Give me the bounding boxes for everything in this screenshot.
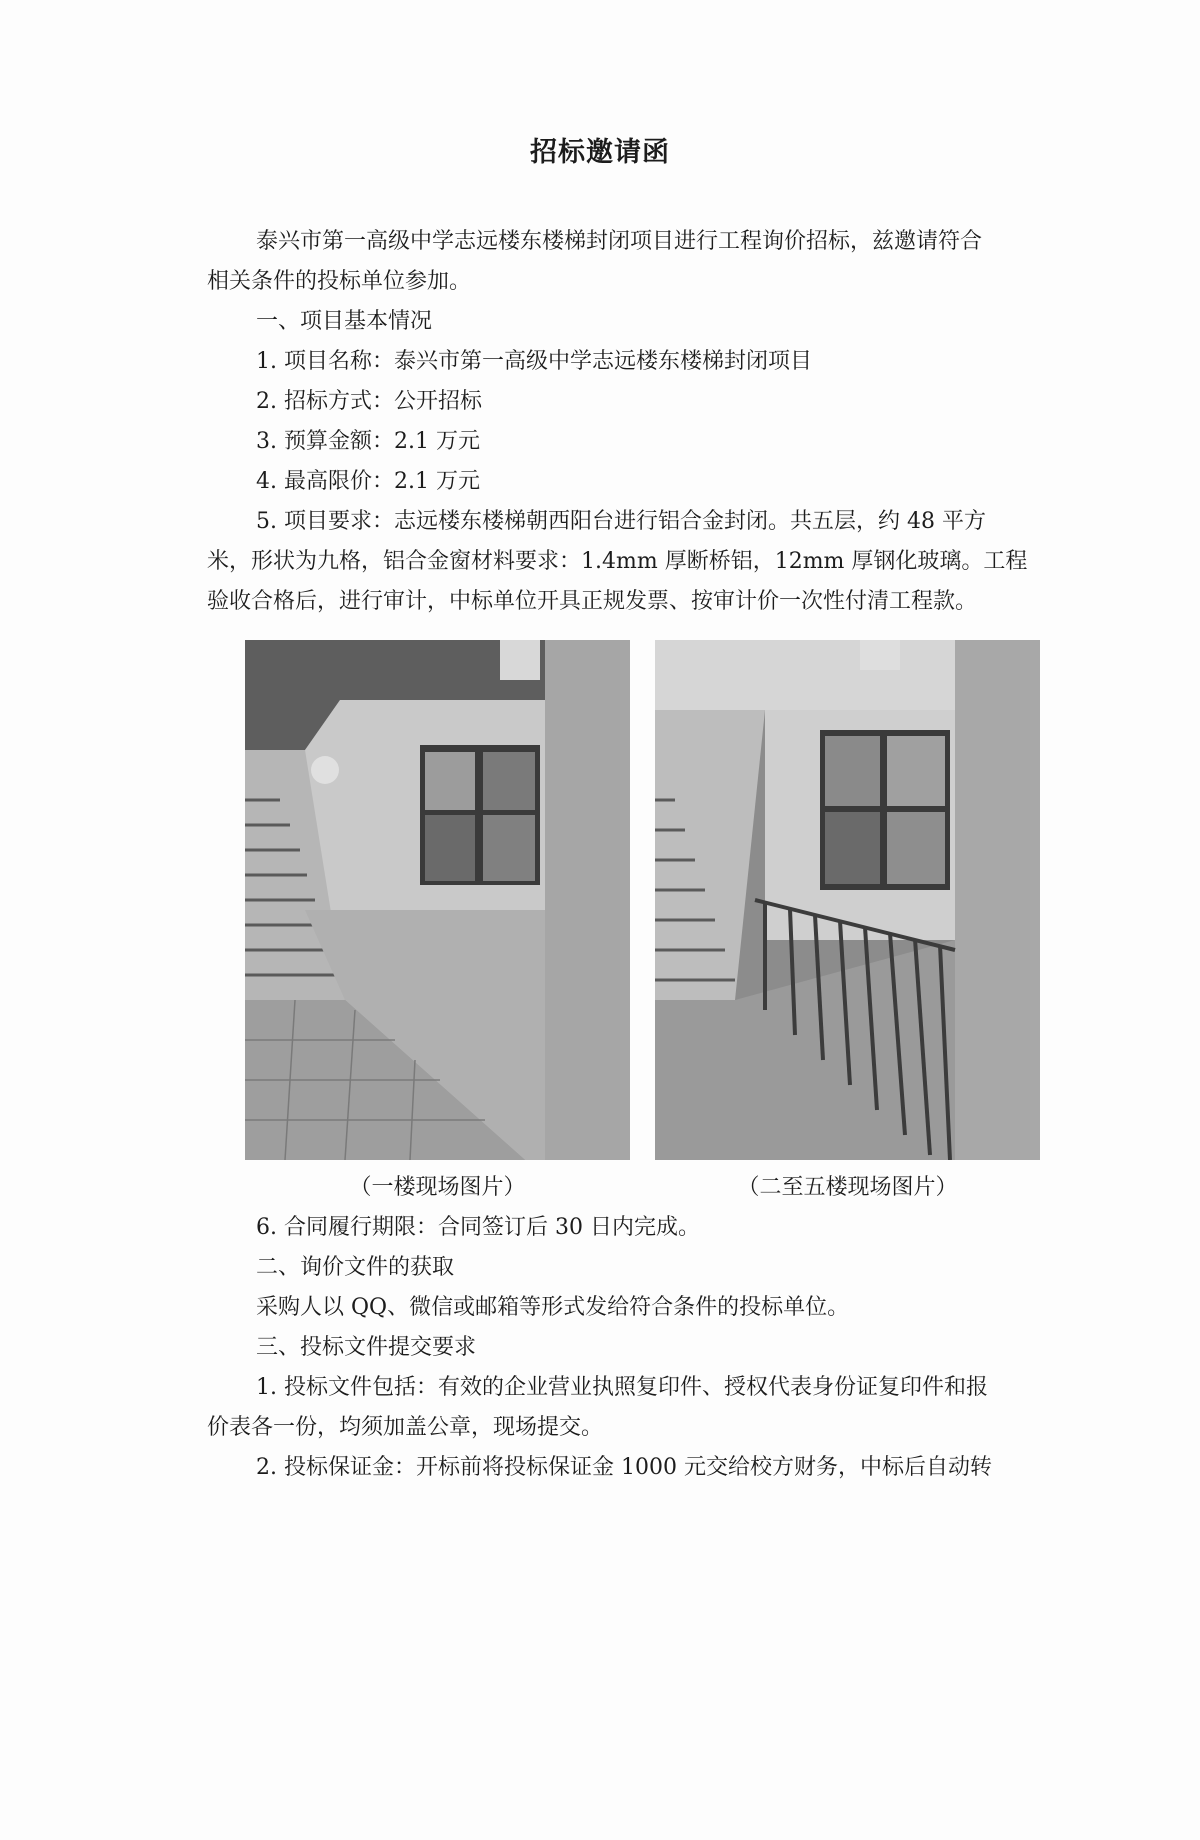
- photo-caption-first-floor: （一楼现场图片）: [349, 1175, 526, 1200]
- item-project-name: 1. 项目名称：泰兴市第一高级中学志远楼东楼梯封闭项目: [256, 349, 812, 374]
- item-requirements-line-2: 米，形状为九格，铝合金窗材料要求：1.4mm 厚断桥铝，12mm 厚钢化玻璃。工程: [207, 549, 1028, 574]
- item-contract-period: 6. 合同履行期限：合同签订后 30 日内完成。: [256, 1215, 700, 1240]
- section3-heading: 三、投标文件提交要求: [256, 1335, 477, 1360]
- photo-second-to-fifth-floor: [655, 640, 1040, 1160]
- item-requirements-line-3: 验收合格后，进行审计，中标单位开具正规发票、按审计价一次性付清工程款。: [207, 589, 978, 614]
- item-bid-documents-line-1: 1. 投标文件包括：有效的企业营业执照复印件、授权代表身份证复印件和报: [256, 1375, 988, 1400]
- intro-line-2: 相关条件的投标单位参加。: [207, 269, 472, 294]
- photo-caption-second-to-fifth-floor: （二至五楼现场图片）: [737, 1175, 958, 1200]
- item-bid-method: 2. 招标方式：公开招标: [256, 389, 482, 414]
- item-bid-deposit: 2. 投标保证金：开标前将投标保证金 1000 元交给校方财务，中标后自动转: [256, 1455, 992, 1480]
- photo-first-floor: [245, 640, 630, 1160]
- item-max-price: 4. 最高限价：2.1 万元: [256, 469, 480, 494]
- item-budget: 3. 预算金额：2.1 万元: [256, 429, 480, 454]
- section1-heading: 一、项目基本情况: [256, 309, 433, 334]
- intro-line-1: 泰兴市第一高级中学志远楼东楼梯封闭项目进行工程询价招标，兹邀请符合: [256, 229, 983, 254]
- document-title: 招标邀请函: [530, 137, 670, 168]
- section2-text: 采购人以 QQ、微信或邮箱等形式发给符合条件的投标单位。: [256, 1295, 850, 1320]
- item-requirements-line-1: 5. 项目要求：志远楼东楼梯朝西阳台进行铝合金封闭。共五层，约 48 平方: [256, 509, 986, 534]
- item-bid-documents-line-2: 价表各一份，均须加盖公章，现场提交。: [207, 1415, 604, 1440]
- section2-heading: 二、询价文件的获取: [256, 1255, 455, 1280]
